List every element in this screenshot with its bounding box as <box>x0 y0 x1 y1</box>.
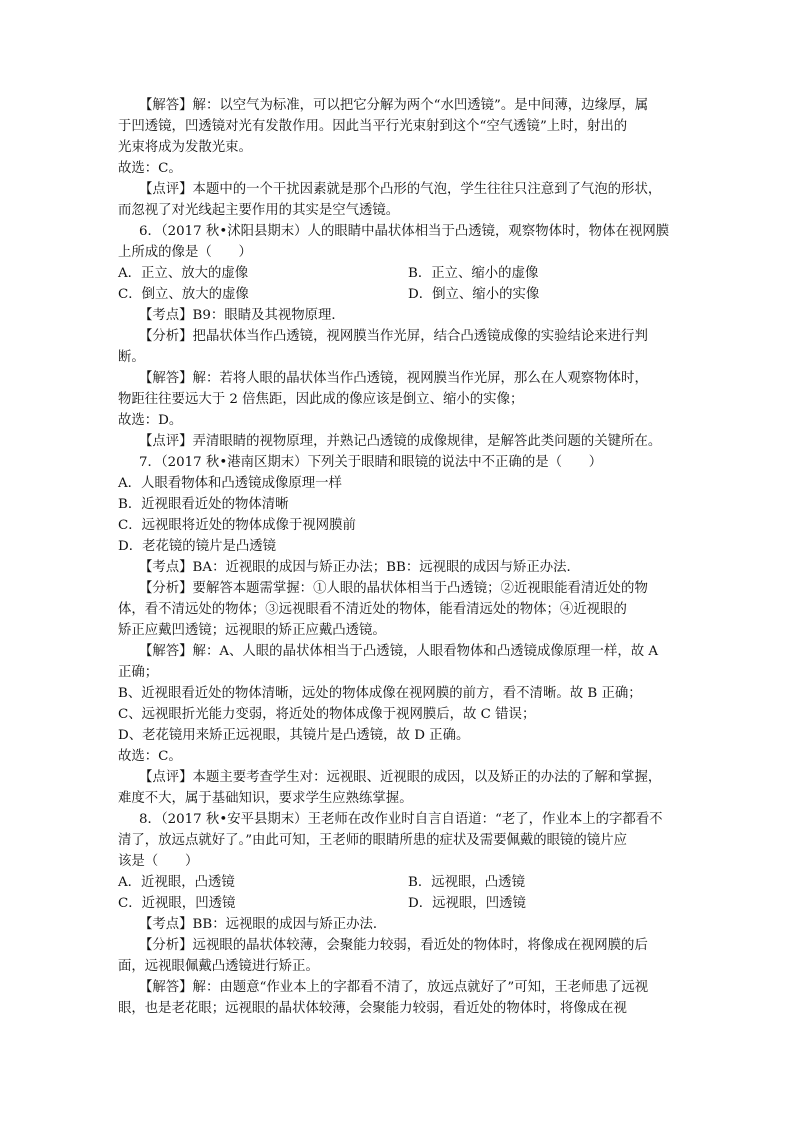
knowledge-point: 【考点】BA：近视眼的成因与矫正办法；BB：远视眼的成因与矫正办法． <box>139 560 580 575</box>
solution-line: C、远视眼折光能力变弱，将近处的物体成像于视网膜后，故 C 错误； <box>118 707 536 722</box>
knowledge-point: 【考点】BB：远视眼的成因与矫正办法． <box>139 917 387 932</box>
analysis-line: 【分析】要解答本题需掌握：①人眼的晶状体相当于凸透镜；②近视眼能看清近处的物 <box>139 581 648 596</box>
question-stem: 该是（ ） <box>118 854 199 869</box>
option-a: A．近视眼，凸透镜 <box>118 875 235 890</box>
analysis-line: 面，远视眼佩戴凸透镜进行矫正。 <box>118 959 319 974</box>
answer-choice: 故选：D。 <box>118 413 183 428</box>
solution-line: 于凹透镜，凹透镜对光有发散作用。因此当平行光束射到这个“空气透镜”上时，射出的 <box>118 119 628 134</box>
answer-choice: 故选：C。 <box>118 749 182 764</box>
comment-line: 【点评】本题主要考查学生对：远视眼、近视眼的成因，以及矫正的办法的了解和掌握， <box>139 770 662 785</box>
solution-line: 正确； <box>118 665 159 680</box>
option-d: D．老花镜的镜片是凸透镜 <box>118 539 277 554</box>
solution-line: B、近视眼看近处的物体清晰，远处的物体成像在视网膜的前方，看不清晰。故 B 正确； <box>118 686 642 701</box>
option-a: A．人眼看物体和凸透镜成像原理一样 <box>118 476 342 491</box>
comment-line: 【点评】本题中的一个干扰因素就是那个凸形的气泡，学生往往只注意到了气泡的形状， <box>139 182 662 197</box>
comment-line: 而忽视了对光线起主要作用的其实是空气透镜。 <box>118 203 400 218</box>
options-row <box>118 893 678 914</box>
option-b: B．近视眼看近处的物体清晰 <box>118 497 289 512</box>
solution-line: 【解答】解：若将人眼的晶状体当作凸透镜，视网膜当作光屏，那么在人观察物体时， <box>139 371 648 386</box>
analysis-line: 【分析】把晶状体当作凸透镜，视网膜当作光屏，结合凸透镜成像的实验结论来进行判 <box>139 329 648 344</box>
solution-line: D、老花镜用来矫正远视眼，其镜片是凸透镜，故 D 正确。 <box>118 728 470 743</box>
solution-line: 光束将成为发散光束。 <box>118 140 252 155</box>
question-stem: 清了，放远点就好了。”由此可知，王老师的眼睛所患的症状及需要佩戴的眼镜的镜片应 <box>118 833 627 848</box>
option-c: C．倒立、放大的虚像 <box>118 287 249 302</box>
option-d: D．倒立、缩小的实像 <box>408 287 540 302</box>
option-a: A．正立、放大的虚像 <box>118 266 249 281</box>
analysis-line: 【分析】远视眼的晶状体较薄，会聚能力较弱，看近处的物体时，将像成在视网膜的后 <box>139 938 648 953</box>
solution-line: 【解答】解：A、人眼的晶状体相当于凸透镜，人眼看物体和凸透镜成像原理一样，故 A <box>139 644 659 659</box>
option-b: B．远视眼，凸透镜 <box>408 875 525 890</box>
solution-line: 眼，也是老花眼；远视眼的晶状体较薄，会聚能力较弱，看近处的物体时，将像成在视 <box>118 1001 627 1016</box>
question-stem: 6．（2017 秋•沭阳县期末）人的眼睛中晶状体相当于凸透镜，观察物体时，物体在视网膜 <box>139 224 670 239</box>
option-c: C．远视眼将近处的物体成像于视网膜前 <box>118 518 356 533</box>
analysis-line: 体，看不清远处的物体；③远视眼看不清近处的物体，能看清远处的物体；④近视眼的 <box>118 602 627 617</box>
question-stem: 7．（2017 秋•港南区期末）下列关于眼睛和眼镜的说法中不正确的是（ ） <box>139 455 603 470</box>
answer-choice: 故选：C。 <box>118 161 182 176</box>
options-row <box>118 872 678 893</box>
question-stem: 上所成的像是（ ） <box>118 245 252 260</box>
question-stem: 8．（2017 秋•安平县期末）王老师在改作业时自言自语道：“老了，作业本上的字都看不 <box>139 812 663 827</box>
options-row <box>118 263 678 284</box>
knowledge-point: 【考点】B9：眼睛及其视物原理． <box>139 308 345 323</box>
document-content <box>118 95 678 1019</box>
comment-line: 【点评】弄清眼睛的视物原理，并熟记凸透镜的成像规律，是解答此类问题的关键所在。 <box>139 434 662 449</box>
solution-line: 【解答】解：由题意“作业本上的字都看不清了，放远点就好了”可知，王老师患了远视 <box>139 980 649 995</box>
options-row <box>118 284 678 305</box>
option-b: B．正立、缩小的虚像 <box>408 266 539 281</box>
option-c: C．近视眼，凹透镜 <box>118 896 236 911</box>
solution-line: 【解答】解：以空气为标准，可以把它分解为两个“水凹透镜”。是中间薄，边缘厚，属 <box>139 98 649 113</box>
comment-line: 难度不大，属于基础知识，要求学生应熟练掌握。 <box>118 791 413 806</box>
analysis-line: 矫正应戴凹透镜；远视眼的矫正应戴凸透镜。 <box>118 623 386 638</box>
solution-line: 物距往往要远大于 2 倍焦距，因此成的像应该是倒立、缩小的实像； <box>118 392 524 407</box>
option-d: D．远视眼，凹透镜 <box>408 896 526 911</box>
analysis-line: 断。 <box>118 350 145 365</box>
